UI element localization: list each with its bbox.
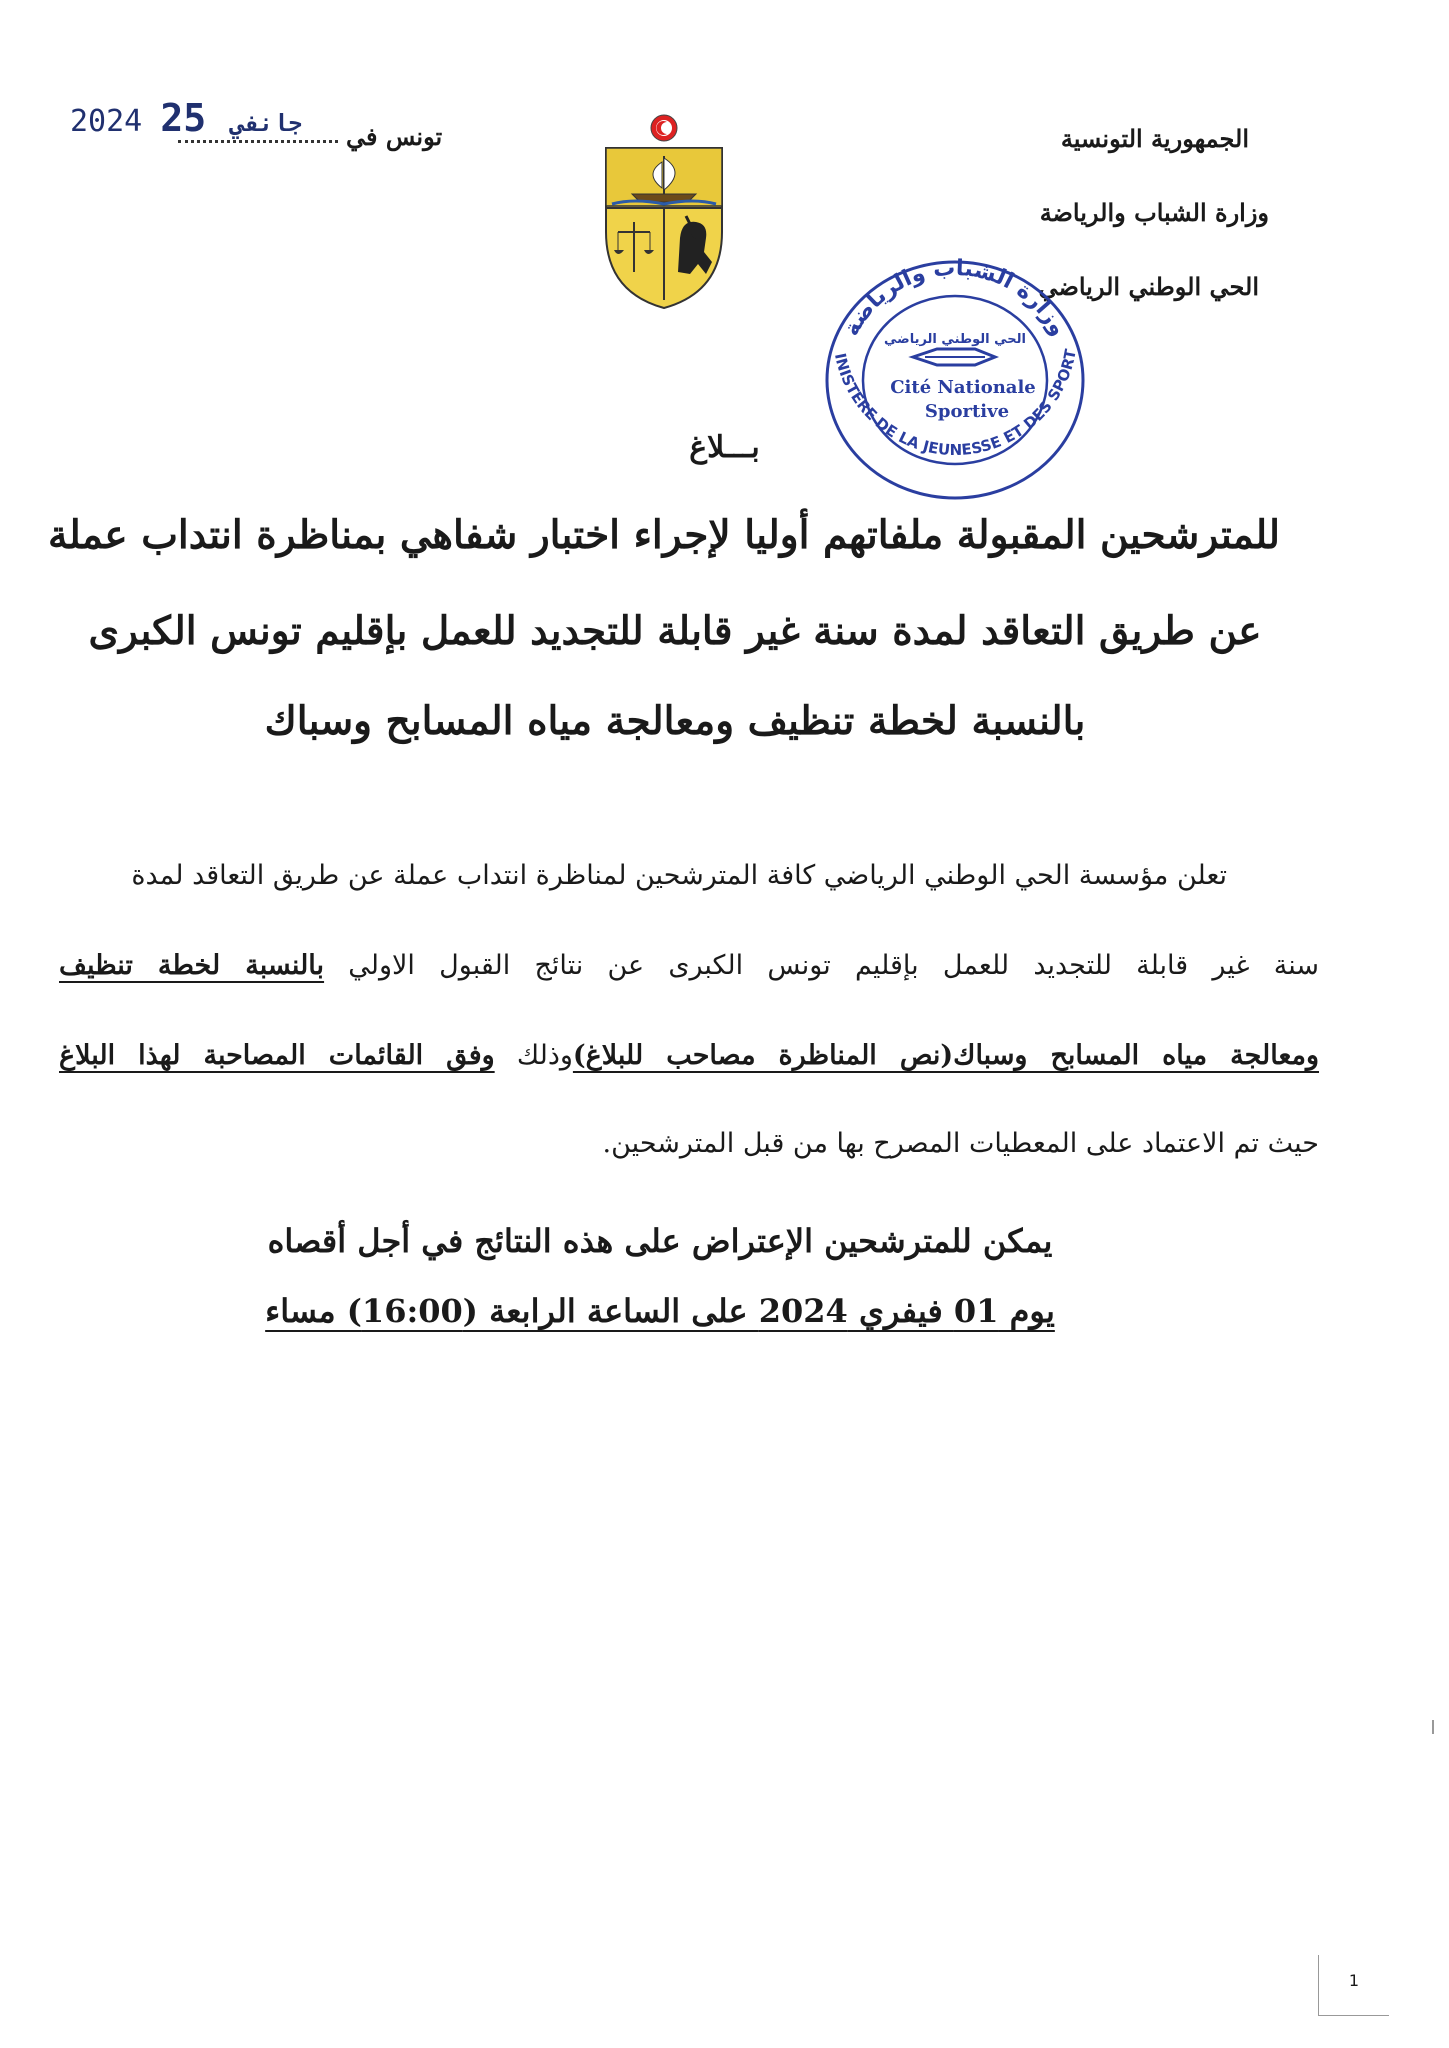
body-line-1: تعلن مؤسسة الحي الوطني الرياضي كافة المترشحين لمناظرة انتداب عملة عن طريق التعاقد لمدة bbox=[131, 860, 1227, 891]
svg-text:وزارة الشباب والرياضة bbox=[839, 256, 1071, 341]
date-label: تونس في bbox=[346, 122, 443, 151]
header-ministry: وزارة الشباب والرياضة bbox=[1039, 198, 1269, 227]
handwritten-date bbox=[70, 96, 308, 140]
stamp-center-line2: Sportive bbox=[924, 401, 1010, 422]
body-line-2-underlined: بالنسبة لخطة تنظيف bbox=[59, 950, 325, 981]
subject-line-3: بالنسبة لخطة تنظيف ومعالجة مياه المسابح وسباك bbox=[264, 698, 1086, 744]
subject-line-2: عن طريق التعاقد لمدة سنة غير قابلة للتجديد للعمل بإقليم تونس الكبرى bbox=[88, 608, 1262, 654]
stamp-arabic-ring: وزارة الشباب والرياضة bbox=[839, 255, 1071, 341]
date-row bbox=[60, 92, 443, 152]
objection-deadline: يوم 01 فيفري 2024 على الساعة الرابعة (16:00) مساء bbox=[265, 1292, 1055, 1330]
date-month: جانفي bbox=[230, 109, 303, 137]
header-institution: الحي الوطني الرياضي bbox=[1038, 272, 1259, 301]
date-year: 2024 bbox=[70, 104, 143, 139]
scan-margin-mark bbox=[1432, 1720, 1434, 1734]
body-line-2-text: سنة غير قابلة للتجديد للعمل بإقليم تونس الكبرى عن نتائج القبول الاولي bbox=[324, 950, 1320, 981]
body-line-4: حيث تم الاعتماد على المعطيات المصرح بها من قبل المترشحين. bbox=[602, 1128, 1319, 1159]
stamp-french-ring: INISTERE DE LA JEUNESSE ET DES SPORT bbox=[830, 347, 1080, 460]
stamp-center-arabic: الحي الوطني الرياضي bbox=[883, 332, 1027, 347]
body-line-2 bbox=[59, 950, 1319, 981]
date-day: 25 bbox=[160, 96, 207, 140]
subject-line-1: للمترشحين المقبولة ملفاتهم أوليا لإجراء اختبار شفاهي بمناظرة انتداب عملة bbox=[47, 512, 1280, 558]
objection-notice-line-1: يمكن للمترشحين الإعتراض على هذه النتائج في أجل أقصاه bbox=[267, 1222, 1053, 1260]
header-republic: الجمهورية التونسية bbox=[1060, 124, 1249, 153]
page-number: 1 bbox=[1318, 1955, 1389, 2016]
body-line-3-underlined-b: وفق القائمات المصاحبة لهذا البلاغ bbox=[59, 1040, 495, 1071]
official-stamp bbox=[805, 245, 1105, 510]
document-title: بـــلاغ bbox=[689, 430, 760, 465]
body-line-3-text: وذلك bbox=[494, 1040, 573, 1071]
body-line-3-underlined-a: ومعالجة مياه المسابح وسباك(نص المناظرة مصاحب للبلاغ) bbox=[572, 1040, 1319, 1071]
date-dotted-line bbox=[178, 140, 338, 143]
body-line-3 bbox=[59, 1040, 1319, 1071]
stamp-center-line1: Cité Nationale bbox=[890, 377, 1036, 398]
coat-of-arms-icon bbox=[594, 112, 734, 312]
